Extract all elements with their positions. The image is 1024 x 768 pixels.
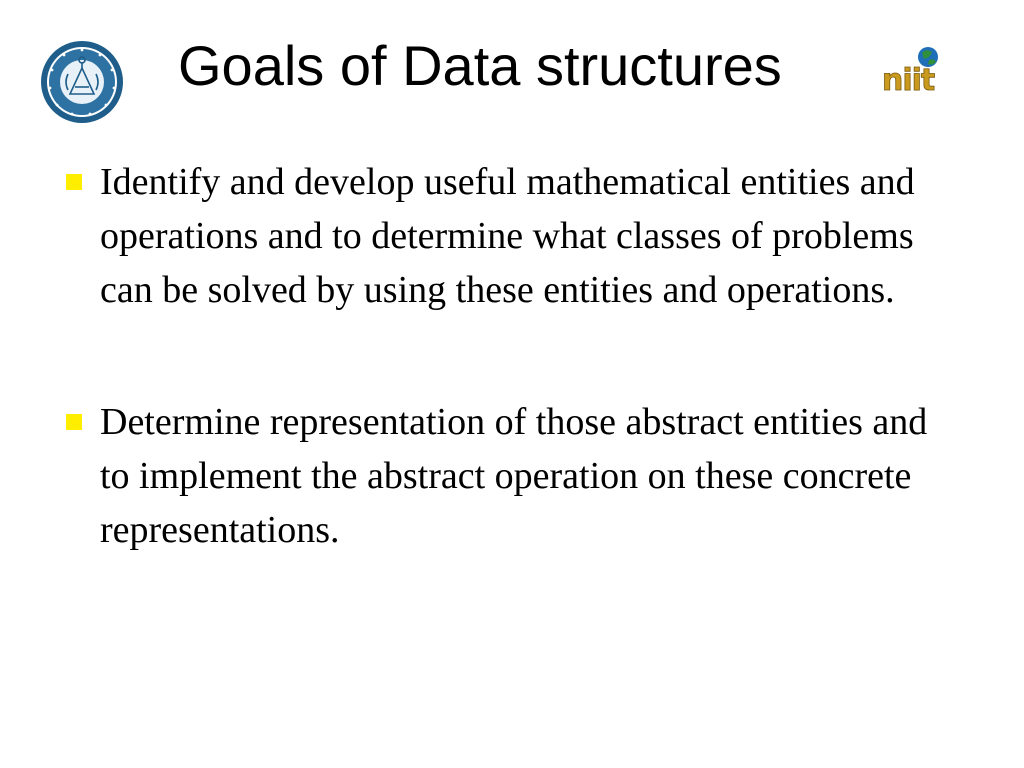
svg-text:niit: niit xyxy=(882,63,935,96)
square-bullet-icon xyxy=(66,414,82,430)
university-seal-icon xyxy=(40,40,124,124)
bullet-list xyxy=(60,155,960,557)
square-bullet-icon xyxy=(66,174,82,190)
bullet-text: Identify and develop useful mathematical entities and operations and to determine what classes of problems can be solved by using these entities and operations. xyxy=(100,161,915,311)
niit-logo-icon xyxy=(880,44,968,96)
bullet-item xyxy=(60,395,960,557)
slide-title: Goals of Data structures xyxy=(178,34,782,97)
bullet-text: Determine representation of those abstract entities and to implement the abstract operation on these concrete representations. xyxy=(100,401,928,551)
bullet-item xyxy=(60,155,960,317)
